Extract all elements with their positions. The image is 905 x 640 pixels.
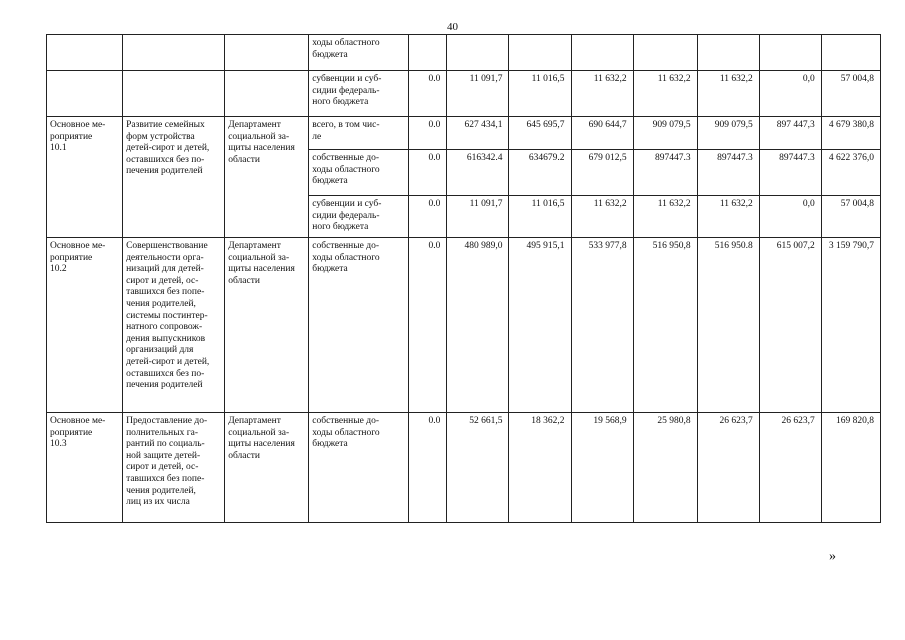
amount-cell: 169 820,8 [821, 413, 880, 523]
activity-description-cell [123, 71, 225, 117]
activity-description-cell [123, 35, 225, 71]
amount-cell: 516 950,8 [633, 238, 697, 413]
amount-cell [633, 35, 697, 71]
amount-cell: 52 661,5 [447, 413, 509, 523]
executor-cell [225, 71, 309, 117]
amount-cell: 627 434,1 [447, 117, 509, 150]
amount-cell: 0.0 [409, 117, 447, 150]
amount-cell: 11 091,7 [447, 71, 509, 117]
amount-cell: 897447.3 [697, 150, 759, 196]
amount-cell [509, 35, 571, 71]
table-row [47, 71, 881, 117]
amount-cell: 0.0 [409, 238, 447, 413]
executor-cell: Департамент социальной за- щиты населения области [225, 117, 309, 238]
amount-cell: 11 016,5 [509, 196, 571, 238]
funding-source-cell: субвенции и суб- сидии федераль- ного бюджета [309, 196, 409, 238]
page-number: 40 [447, 21, 458, 33]
funding-source-cell: собственные до- ходы областного бюджета [309, 150, 409, 196]
activity-name-cell [47, 71, 123, 117]
amount-cell: 11 632,2 [697, 71, 759, 117]
amount-cell [447, 35, 509, 71]
funding-source-cell: всего, в том чис- ле [309, 117, 409, 150]
amount-cell: 57 004,8 [821, 196, 880, 238]
amount-cell: 897 447,3 [759, 117, 821, 150]
amount-cell: 0.0 [409, 150, 447, 196]
amount-cell: 0.0 [409, 196, 447, 238]
amount-cell: 4 679 380,8 [821, 117, 880, 150]
amount-cell [571, 35, 633, 71]
amount-cell: 516 950.8 [697, 238, 759, 413]
amount-cell: 11 632,2 [697, 196, 759, 238]
amount-cell: 11 632,2 [571, 71, 633, 117]
amount-cell: 25 980,8 [633, 413, 697, 523]
executor-cell: Департамент социальной за- щиты населения области [225, 413, 309, 523]
amount-cell: 26 623,7 [697, 413, 759, 523]
executor-cell [225, 35, 309, 71]
amount-cell [697, 35, 759, 71]
amount-cell: 57 004,8 [821, 71, 880, 117]
amount-cell: 11 016,5 [509, 71, 571, 117]
funding-source-cell: собственные до- ходы областного бюджета [309, 238, 409, 413]
amount-cell: 4 622 376,0 [821, 150, 880, 196]
funding-source-cell: ходы областного бюджета [309, 35, 409, 71]
table-row [47, 413, 881, 523]
amount-cell: 909 079,5 [633, 117, 697, 150]
amount-cell: 533 977,8 [571, 238, 633, 413]
table-row [47, 238, 881, 413]
amount-cell: 495 915,1 [509, 238, 571, 413]
table-row [47, 117, 881, 150]
amount-cell: 616342.4 [447, 150, 509, 196]
table-row [47, 35, 881, 71]
activity-name-cell: Основное ме- роприятие 10.1 [47, 117, 123, 238]
amount-cell [821, 35, 880, 71]
budget-table [46, 34, 881, 523]
funding-source-cell: собственные до- ходы областного бюджета [309, 413, 409, 523]
amount-cell: 615 007,2 [759, 238, 821, 413]
amount-cell: 897447.3 [633, 150, 697, 196]
closing-quote-mark: » [829, 549, 836, 564]
amount-cell: 679 012,5 [571, 150, 633, 196]
activity-description-cell: Развитие семейных форм устройства детей-сирот и детей, оставшихся без по- печения родителей [123, 117, 225, 238]
amount-cell: 18 362,2 [509, 413, 571, 523]
amount-cell: 26 623,7 [759, 413, 821, 523]
amount-cell: 11 632,2 [571, 196, 633, 238]
amount-cell: 0,0 [759, 196, 821, 238]
amount-cell: 11 632,2 [633, 71, 697, 117]
activity-name-cell: Основное ме- роприятие 10.2 [47, 238, 123, 413]
activity-description-cell: Предоставление до- полнительных га- рантий по социаль- ной защите детей- сирот и детей, ос- тавшихся без попе- чения родителей, лиц из их числа [123, 413, 225, 523]
executor-cell: Департамент социальной за- щиты населения области [225, 238, 309, 413]
amount-cell: 3 159 790,7 [821, 238, 880, 413]
activity-name-cell [47, 35, 123, 71]
budget-table-body [47, 35, 881, 523]
amount-cell: 0.0 [409, 71, 447, 117]
funding-source-cell: субвенции и суб- сидии федераль- ного бюджета [309, 71, 409, 117]
amount-cell: 11 632,2 [633, 196, 697, 238]
amount-cell: 645 695,7 [509, 117, 571, 150]
amount-cell: 19 568,9 [571, 413, 633, 523]
amount-cell: 690 644,7 [571, 117, 633, 150]
amount-cell: 634679.2 [509, 150, 571, 196]
amount-cell: 897447.3 [759, 150, 821, 196]
amount-cell: 11 091,7 [447, 196, 509, 238]
amount-cell: 480 989,0 [447, 238, 509, 413]
amount-cell: 909 079,5 [697, 117, 759, 150]
amount-cell [759, 35, 821, 71]
activity-name-cell: Основное ме- роприятие 10.3 [47, 413, 123, 523]
activity-description-cell: Совершенствование деятельности орга- низаций для детей- сирот и детей, ос- тавшихся без попе- чения родителей, системы постинтер- натного сопровож- дения выпускников организаций для детей-сирот и детей, оставшихся без по- печения родителей [123, 238, 225, 413]
amount-cell: 0.0 [409, 413, 447, 523]
amount-cell: 0,0 [759, 71, 821, 117]
amount-cell [409, 35, 447, 71]
